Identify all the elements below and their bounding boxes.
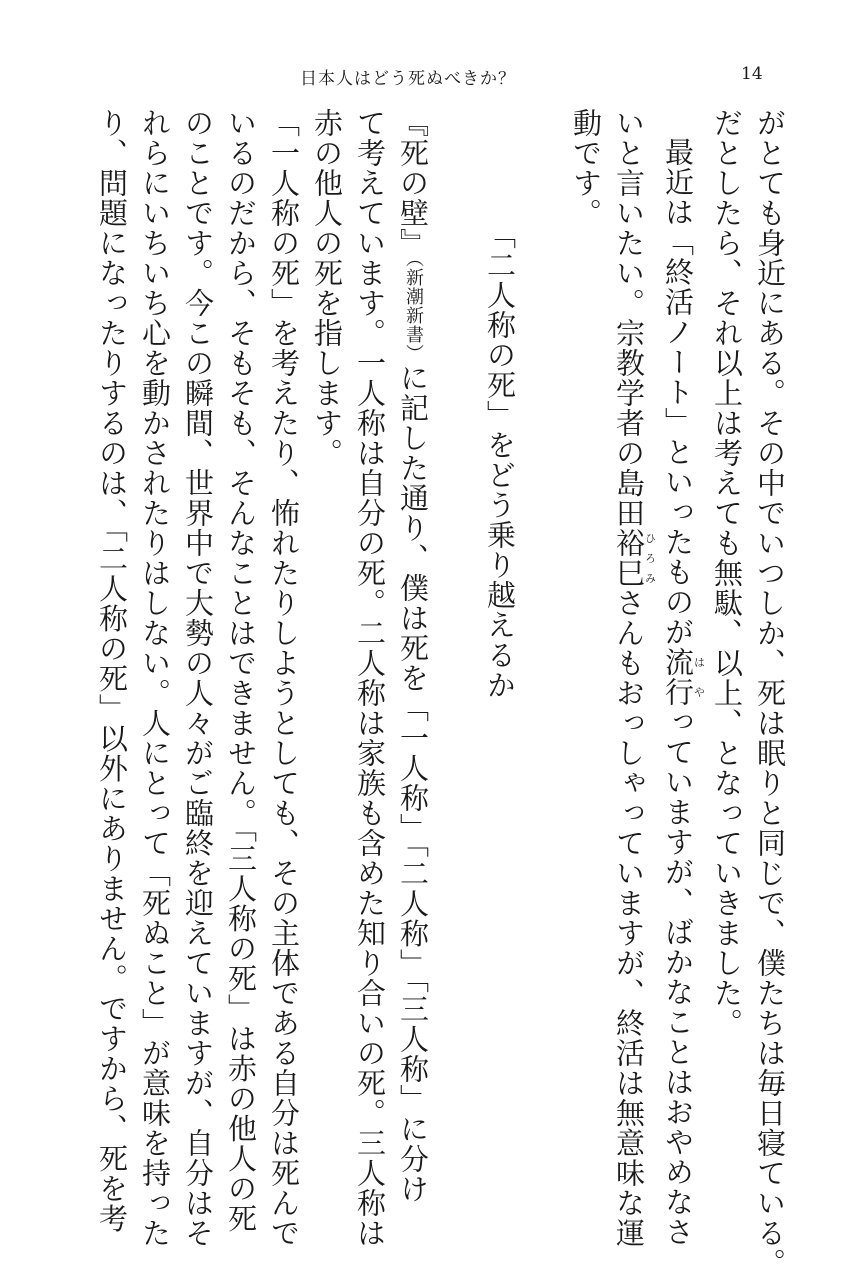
paragraph-line	[607, 108, 657, 1248]
book-title: 『死の壁』	[396, 108, 430, 258]
paragraph-line	[391, 108, 435, 1204]
text-segment: さんもおっしゃっていますが、終活は無意味な運	[612, 588, 646, 1248]
paragraph-line: 赤の他人の死を指します。	[310, 108, 344, 468]
paragraph-line: て考えています。一人称は自分の死。二人称は家族も含めた知り合いの死。三人称は	[353, 108, 387, 1248]
ruby-text	[612, 528, 657, 588]
publisher-note: （新潮新書）	[403, 258, 424, 363]
paragraph-line: いるのだから、そもそも、そんなことはできません。「三人称の死」は赤の他人の死	[224, 108, 258, 1234]
ruby-reading: ひろみ	[643, 528, 657, 588]
section-heading: 「二人称の死」をどう乗り越えるか	[483, 220, 517, 700]
paragraph-line: 動です。	[569, 108, 603, 228]
paragraph-line: 「一人称の死」を考えたり、怖れたりしようとしても、その主体である自分は死んで	[267, 108, 301, 1248]
running-title: 日本人はどう死ぬべきか？	[300, 69, 516, 89]
ruby-base: 流	[661, 647, 695, 677]
text-segment: っていますが、ばかなことはおやめなさ	[661, 707, 695, 1247]
page-number: 14	[741, 64, 763, 84]
paragraph-line: れらにいちいち心を動かされたりはしない。人にとって「死ぬこと」が意味を持った	[138, 108, 172, 1248]
ruby-base: 行	[661, 677, 695, 707]
ruby-reading: や	[692, 677, 706, 707]
text-segment: いと言いたい。宗教学者の島田	[612, 108, 646, 528]
paragraph-line: だとしたら、それ以上は考えても無駄、以上、となっていきました。	[710, 108, 744, 1038]
paragraph-line: り、問題になったりするのは、「二人称の死」以外にありません。ですから、死を考	[95, 108, 129, 1234]
vertical-text-body	[90, 108, 791, 1278]
paragraph-line	[656, 108, 706, 1247]
ruby-base: 裕巳	[612, 528, 646, 588]
section-gap	[435, 108, 478, 1158]
ruby-text	[661, 647, 706, 677]
section-gap	[521, 108, 564, 1158]
text-segment: に記した通り、僕は死を「一人称」「二人称」「三人称」に分け	[396, 363, 430, 1204]
paragraph-line: がとても身近にある。その中でいつしか、死は眠りと同じで、僕たちは毎日寝ている。	[753, 108, 787, 1278]
text-segment: 最近は「終活ノート」といったものが	[661, 137, 695, 647]
ruby-text	[661, 677, 706, 707]
paragraph-line: のことです。今この瞬間、世界中で大勢の人々がご臨終を迎えていますが、自分はそ	[181, 108, 215, 1248]
ruby-reading: は	[692, 647, 706, 677]
